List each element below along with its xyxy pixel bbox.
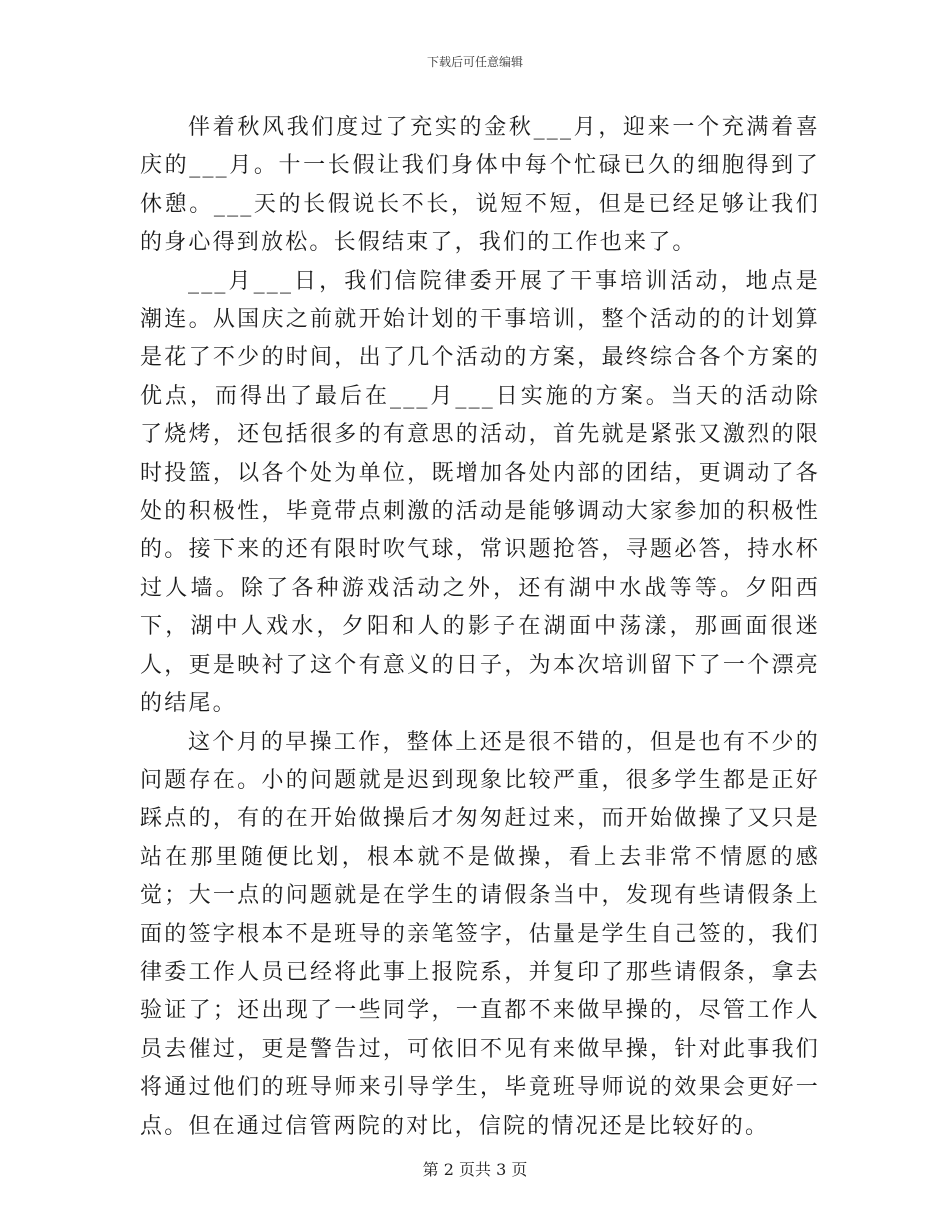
header-note: 下载后可任意编辑 [426, 55, 523, 69]
paragraph-1: 伴着秋风我们度过了充实的金秋___月，迎来一个充满着喜庆的___月。十一长假让我们身体中每个忙碌已久的细胞得到了休憩。___天的长假说长不长，说短不短，但是已经足够让我们的身心得到放松。长假结束了，我们的工作也来了。 [140, 115, 820, 256]
paragraph-3: 这个月的早操工作，整体上还是很不错的，但是也有不少的问题存在。小的问题就是迟到现象比较严重，很多学生都是正好踩点的，有的在开始做操后才匆匆赶过来，而开始做操了又只是站在那里随便比划，根本就不是做操，看上去非常不情愿的感觉；大一点的问题就是在学生的请假条当中，发现有些请假条上面的签字根本不是班导的亲笔签字，估量是学生自己签的，我们律委工作人员已经将此事上报院系，并复印了那些请假条，拿去验证了；还出现了一些同学，一直都不来做早操的，尽管工作人员去催过，更是警告过，可依旧不见有来做早操，针对此事我们将通过他们的班导师来引导学生，毕竟班导师说的效果会更好一点。但在通过信管两院的对比，信院的情况还是比较好的。 [140, 729, 820, 1139]
paragraph-2: ___月___日，我们信院律委开展了干事培训活动，地点是潮连。从国庆之前就开始计划的干事培训，整个活动的的计划算是花了不少的时间，出了几个活动的方案，最终综合各个方案的优点，而得出了最后在___月___日实施的方案。当天的活动除了烧烤，还包括很多的有意思的活动，首先就是紧张又激烈的限时投篮，以各个处为单位，既增加各处内部的团结，更调动了各处的积极性，毕竟带点刺激的活动是能够调动大家参加的积极性的。接下来的还有限时吹气球，常识题抢答，寻题必答，持水杯过人墙。除了各种游戏活动之外，还有湖中水战等等。夕阳西下，湖中人戏水，夕阳和人的影子在湖面中荡漾，那画面很迷人，更是映衬了这个有意义的日子，为本次培训留下了一个漂亮的结尾。 [140, 268, 820, 717]
document-body [140, 109, 820, 1146]
page-number: 第 2 页共 3 页 [422, 1160, 528, 1179]
